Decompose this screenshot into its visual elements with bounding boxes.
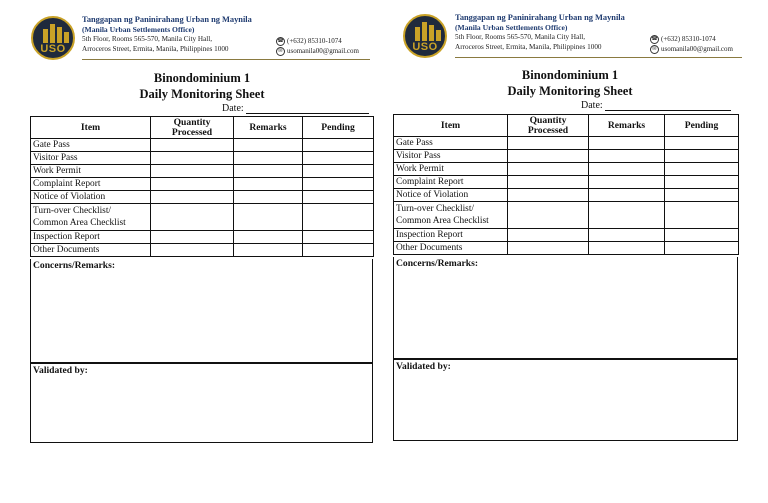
remarks-cell[interactable] — [589, 189, 665, 202]
remarks-cell[interactable] — [589, 229, 665, 242]
concerns-remarks-label: Concerns/Remarks: — [33, 260, 116, 271]
pending-cell[interactable] — [303, 139, 374, 152]
table-row — [31, 231, 374, 244]
quantity-cell[interactable] — [508, 176, 589, 189]
table-row — [394, 176, 739, 189]
date-field[interactable] — [222, 103, 369, 114]
pending-cell[interactable] — [665, 242, 739, 255]
pending-cell[interactable] — [303, 244, 374, 257]
row-label: Inspection Report — [31, 231, 151, 244]
validated-by-box[interactable] — [393, 359, 738, 441]
table-row — [394, 229, 739, 242]
table-row — [31, 178, 374, 191]
row-label: Notice of Violation — [31, 191, 151, 204]
concerns-remarks-label: Concerns/Remarks: — [396, 258, 479, 269]
phone-icon: ☎ — [277, 37, 284, 44]
row-label-line-2: Common Area Checklist — [33, 218, 126, 228]
concerns-remarks-box[interactable] — [393, 257, 738, 359]
remarks-cell[interactable] — [234, 178, 303, 191]
quantity-cell[interactable] — [508, 137, 589, 150]
validated-by-box[interactable] — [30, 363, 373, 443]
date-blank-line[interactable] — [246, 104, 369, 114]
quantity-cell[interactable] — [151, 178, 234, 191]
concerns-remarks-box[interactable] — [30, 259, 373, 363]
row-label: Complaint Report — [31, 178, 151, 191]
table-row — [394, 163, 739, 176]
uso-logo — [403, 14, 447, 58]
remarks-cell[interactable] — [234, 231, 303, 244]
validated-by-label: Validated by: — [396, 361, 451, 372]
column-header-item: Item — [31, 117, 151, 139]
pending-cell[interactable] — [665, 137, 739, 150]
quantity-cell[interactable] — [151, 165, 234, 178]
remarks-cell[interactable] — [234, 139, 303, 152]
row-label: Visitor Pass — [394, 150, 508, 163]
column-header-quantity-processed: Quantity Processed — [151, 117, 234, 139]
row-label: Gate Pass — [394, 137, 508, 150]
table-header-row — [394, 115, 739, 137]
remarks-cell[interactable] — [234, 244, 303, 257]
row-label: Notice of Violation — [394, 189, 508, 202]
email-address: usomanila00@gmail.com — [287, 47, 359, 55]
column-header-remarks: Remarks — [589, 115, 665, 137]
row-label: Other Documents — [394, 242, 508, 255]
monitoring-table — [30, 116, 374, 257]
phone-icon: ☎ — [651, 35, 658, 42]
email-icon: ✉ — [650, 45, 659, 54]
monitoring-table — [393, 114, 739, 255]
address-line-1: 5th Floor, Rooms 565-570, Manila City Hall, — [455, 33, 586, 41]
address-line-2: Arroceros Street, Ermita, Manila, Philippines 1000 — [455, 42, 602, 51]
row-label — [394, 202, 508, 229]
office-name: Tanggapan ng Paninirahang Urban ng Maynila — [82, 15, 252, 24]
remarks-cell[interactable] — [589, 202, 665, 229]
table-row — [394, 137, 739, 150]
row-label-line-2: Common Area Checklist — [396, 216, 489, 226]
pending-cell[interactable] — [665, 176, 739, 189]
remarks-cell[interactable] — [234, 191, 303, 204]
column-header-pending: Pending — [303, 117, 374, 139]
column-header-remarks: Remarks — [234, 117, 303, 139]
row-label: Work Permit — [31, 165, 151, 178]
row-label: Other Documents — [31, 244, 151, 257]
table-row — [31, 204, 374, 231]
table-row — [31, 152, 374, 165]
uso-logo — [31, 16, 75, 60]
logo-text: USO — [412, 41, 438, 53]
remarks-cell[interactable] — [589, 163, 665, 176]
form-right — [384, 0, 768, 503]
row-label: Work Permit — [394, 163, 508, 176]
column-header-item: Item — [394, 115, 508, 137]
row-label-line-1: Turn-over Checklist/ — [396, 204, 475, 214]
column-header-pending: Pending — [665, 115, 739, 137]
table-row — [394, 202, 739, 229]
quantity-cell[interactable] — [151, 191, 234, 204]
quantity-cell[interactable] — [508, 242, 589, 255]
office-name: Tanggapan ng Paninirahang Urban ng Maynila — [455, 13, 625, 22]
row-label-line-1: Turn-over Checklist/ — [33, 206, 112, 216]
pending-cell[interactable] — [303, 204, 374, 231]
remarks-cell[interactable] — [234, 165, 303, 178]
pending-cell[interactable] — [303, 178, 374, 191]
table-row — [394, 242, 739, 255]
quantity-cell[interactable] — [151, 244, 234, 257]
pending-cell[interactable] — [665, 229, 739, 242]
pending-cell[interactable] — [665, 150, 739, 163]
table-row — [31, 191, 374, 204]
contact-info — [650, 34, 733, 54]
building-name: Binondominium 1 — [153, 71, 251, 85]
quantity-cell[interactable] — [508, 202, 589, 229]
column-header-quantity-processed: Quantity Processed — [508, 115, 589, 137]
pending-cell[interactable] — [303, 152, 374, 165]
quantity-cell[interactable] — [151, 139, 234, 152]
address-line-1: 5th Floor, Rooms 565-570, Manila City Hall, — [82, 35, 213, 43]
sheet-name: Daily Monitoring Sheet — [507, 84, 633, 98]
sheet-name: Daily Monitoring Sheet — [139, 87, 265, 101]
email-address: usomanila00@gmail.com — [661, 45, 733, 53]
remarks-cell[interactable] — [589, 242, 665, 255]
quantity-cell[interactable] — [151, 231, 234, 244]
date-label: Date: — [581, 100, 603, 111]
pending-cell[interactable] — [665, 189, 739, 202]
date-blank-line[interactable] — [605, 101, 731, 111]
pending-cell[interactable] — [303, 165, 374, 178]
pending-cell[interactable] — [303, 191, 374, 204]
office-name-english: (Manila Urban Settlements Office) — [455, 23, 568, 32]
table-header-row — [31, 117, 374, 139]
building-name: Binondominium 1 — [521, 68, 619, 82]
remarks-cell[interactable] — [589, 137, 665, 150]
table-row — [31, 244, 374, 257]
row-label: Visitor Pass — [31, 152, 151, 165]
pending-cell[interactable] — [665, 202, 739, 229]
form-title — [30, 70, 374, 102]
remarks-cell[interactable] — [234, 204, 303, 231]
remarks-cell[interactable] — [234, 152, 303, 165]
remarks-cell[interactable] — [589, 150, 665, 163]
office-header — [82, 15, 272, 54]
logo-text: USO — [40, 43, 66, 55]
row-label — [31, 204, 151, 231]
table-row — [31, 165, 374, 178]
table-row — [394, 150, 739, 163]
quantity-cell[interactable] — [151, 204, 234, 231]
address-line-2: Arroceros Street, Ermita, Manila, Philippines 1000 — [82, 44, 229, 53]
table-row — [31, 139, 374, 152]
email-icon: ✉ — [276, 47, 285, 56]
remarks-cell[interactable] — [589, 176, 665, 189]
pending-cell[interactable] — [665, 163, 739, 176]
form-title — [398, 67, 742, 99]
quantity-cell[interactable] — [508, 189, 589, 202]
quantity-cell[interactable] — [508, 163, 589, 176]
quantity-cell[interactable] — [151, 152, 234, 165]
phone-number: (+632) 85310-1074 — [287, 37, 342, 45]
date-field[interactable] — [581, 100, 731, 111]
table-row — [394, 189, 739, 202]
office-header — [455, 13, 645, 52]
header-rule — [455, 57, 742, 58]
office-name-english: (Manila Urban Settlements Office) — [82, 25, 195, 34]
validated-by-label: Validated by: — [33, 365, 88, 376]
date-label: Date: — [222, 103, 244, 114]
row-label: Gate Pass — [31, 139, 151, 152]
contact-info — [276, 36, 359, 56]
header-rule — [82, 59, 370, 60]
pending-cell[interactable] — [303, 231, 374, 244]
phone-number: (+632) 85310-1074 — [661, 35, 716, 43]
row-label: Complaint Report — [394, 176, 508, 189]
quantity-cell[interactable] — [508, 229, 589, 242]
row-label: Inspection Report — [394, 229, 508, 242]
quantity-cell[interactable] — [508, 150, 589, 163]
